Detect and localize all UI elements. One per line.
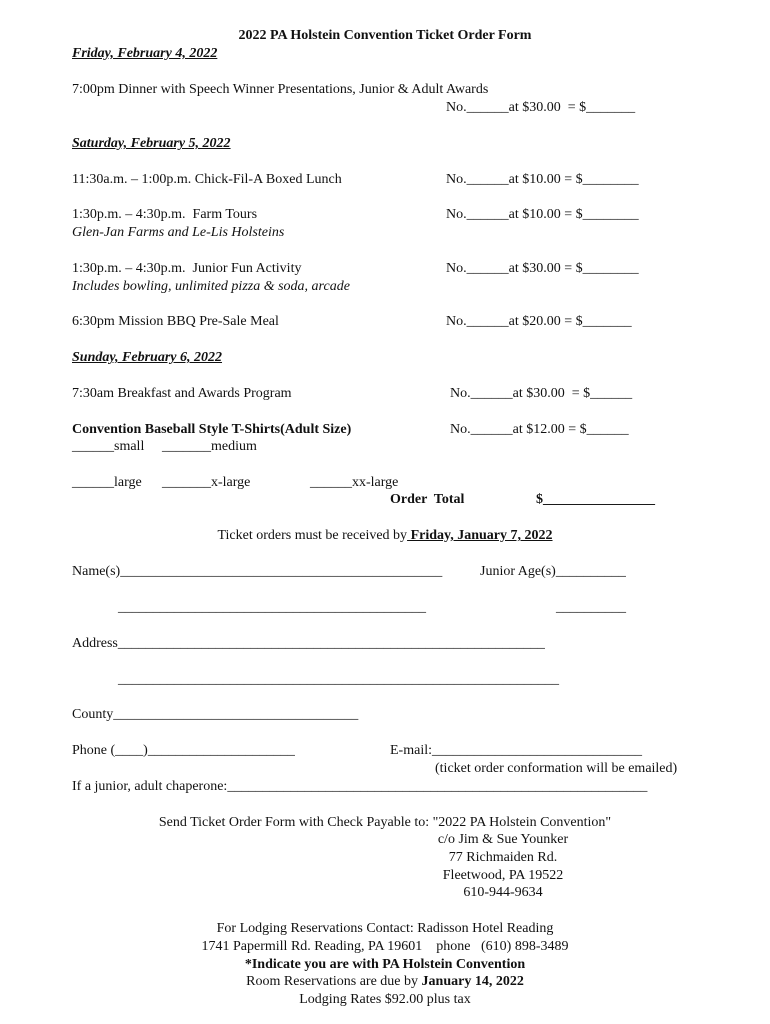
size-medium-field[interactable]: _______medium xyxy=(162,439,257,454)
lodging-address: 1741 Papermill Rd. Reading, PA 19601 phone (610) 898-3489 xyxy=(201,939,569,954)
breakfast-order-line[interactable]: No.______at $30.00 = $______ xyxy=(450,386,633,401)
lunch-item: 11:30a.m. – 1:00p.m. Chick-Fil-A Boxed Lunch xyxy=(72,172,342,187)
bbq-order-line[interactable]: No.______at $20.00 = $_______ xyxy=(446,314,632,329)
farm-tours-order-line[interactable]: No.______at $10.00 = $________ xyxy=(446,207,639,222)
order-total-field[interactable]: $________________ xyxy=(536,492,655,507)
phone-field[interactable]: Phone (____)_____________________ xyxy=(72,743,295,758)
friday-heading: Friday, February 4, 2022 xyxy=(72,46,218,61)
names-field[interactable]: Name(s)______________________________________________ xyxy=(72,564,443,579)
mailing-recipient: c/o Jim & Sue Younker xyxy=(437,832,569,847)
email-field[interactable]: E-mail:______________________________ xyxy=(390,743,642,758)
address-field-line2[interactable]: _______________________________________________________________ xyxy=(118,672,559,687)
junior-ages-field-line2[interactable]: __________ xyxy=(556,600,626,615)
lodging-indicate-note: *Indicate you are with PA Holstein Convention xyxy=(244,957,526,972)
junior-fun-note: Includes bowling, unlimited pizza & soda, arcade xyxy=(72,279,350,294)
sunday-heading: Sunday, February 6, 2022 xyxy=(72,350,223,365)
email-note: (ticket order conformation will be emailed) xyxy=(435,761,678,776)
chaperone-field[interactable]: If a junior, adult chaperone:____________________________________________________________ xyxy=(72,779,648,794)
junior-fun-order-line[interactable]: No.______at $30.00 = $________ xyxy=(446,261,639,276)
mailing-city: Fleetwood, PA 19522 xyxy=(442,868,564,883)
deadline-text: Ticket orders must be received by xyxy=(217,528,408,543)
size-small-field[interactable]: ______small xyxy=(72,439,145,454)
lodging-contact: For Lodging Reservations Contact: Radisson Hotel Reading xyxy=(216,921,554,936)
mailing-instructions: Send Ticket Order Form with Check Payable to: "2022 PA Holstein Convention" xyxy=(158,815,612,830)
breakfast-item: 7:30am Breakfast and Awards Program xyxy=(72,386,292,401)
lodging-deadline xyxy=(0,975,770,989)
size-xxlarge-field[interactable]: ______xx-large xyxy=(310,475,399,490)
dinner-order-line[interactable]: No.______at $30.00 = $_______ xyxy=(446,100,636,115)
farm-tours-note: Glen-Jan Farms and Le-Lis Holsteins xyxy=(72,225,285,240)
lunch-order-line[interactable]: No.______at $10.00 = $________ xyxy=(446,172,639,187)
farm-tours-item: 1:30p.m. – 4:30p.m. Farm Tours xyxy=(72,207,258,222)
names-field-line2[interactable]: ____________________________________________ xyxy=(118,600,426,615)
deadline-notice xyxy=(0,529,770,543)
lodging-deadline-date: January 14, 2022 xyxy=(421,974,524,989)
deadline-date: Friday, January 7, 2022 xyxy=(407,528,553,543)
size-xlarge-field[interactable]: _______x-large xyxy=(162,475,251,490)
bbq-item: 6:30pm Mission BBQ Pre-Sale Meal xyxy=(72,314,279,329)
junior-ages-field[interactable]: Junior Age(s)__________ xyxy=(480,564,626,579)
form-title: 2022 PA Holstein Convention Ticket Order Form xyxy=(238,28,532,43)
order-total-label: Order Total xyxy=(390,492,465,507)
mailing-phone: 610-944-9634 xyxy=(463,885,543,900)
county-field[interactable]: County___________________________________ xyxy=(72,707,359,722)
mailing-street: 77 Richmaiden Rd. xyxy=(448,850,558,865)
lodging-rates: Lodging Rates $92.00 plus tax xyxy=(299,992,471,1007)
size-large-field[interactable]: ______large xyxy=(72,475,142,490)
address-field[interactable]: Address_____________________________________________________________ xyxy=(72,636,545,651)
tshirts-heading: Convention Baseball Style T-Shirts(Adult Size) xyxy=(72,422,352,437)
saturday-heading: Saturday, February 5, 2022 xyxy=(72,136,231,151)
tshirts-order-line[interactable]: No.______at $12.00 = $______ xyxy=(450,422,629,437)
dinner-item: 7:00pm Dinner with Speech Winner Presentations, Junior & Adult Awards xyxy=(72,82,489,97)
junior-fun-item: 1:30p.m. – 4:30p.m. Junior Fun Activity xyxy=(72,261,302,276)
lodging-deadline-text: Room Reservations are due by xyxy=(246,974,422,989)
